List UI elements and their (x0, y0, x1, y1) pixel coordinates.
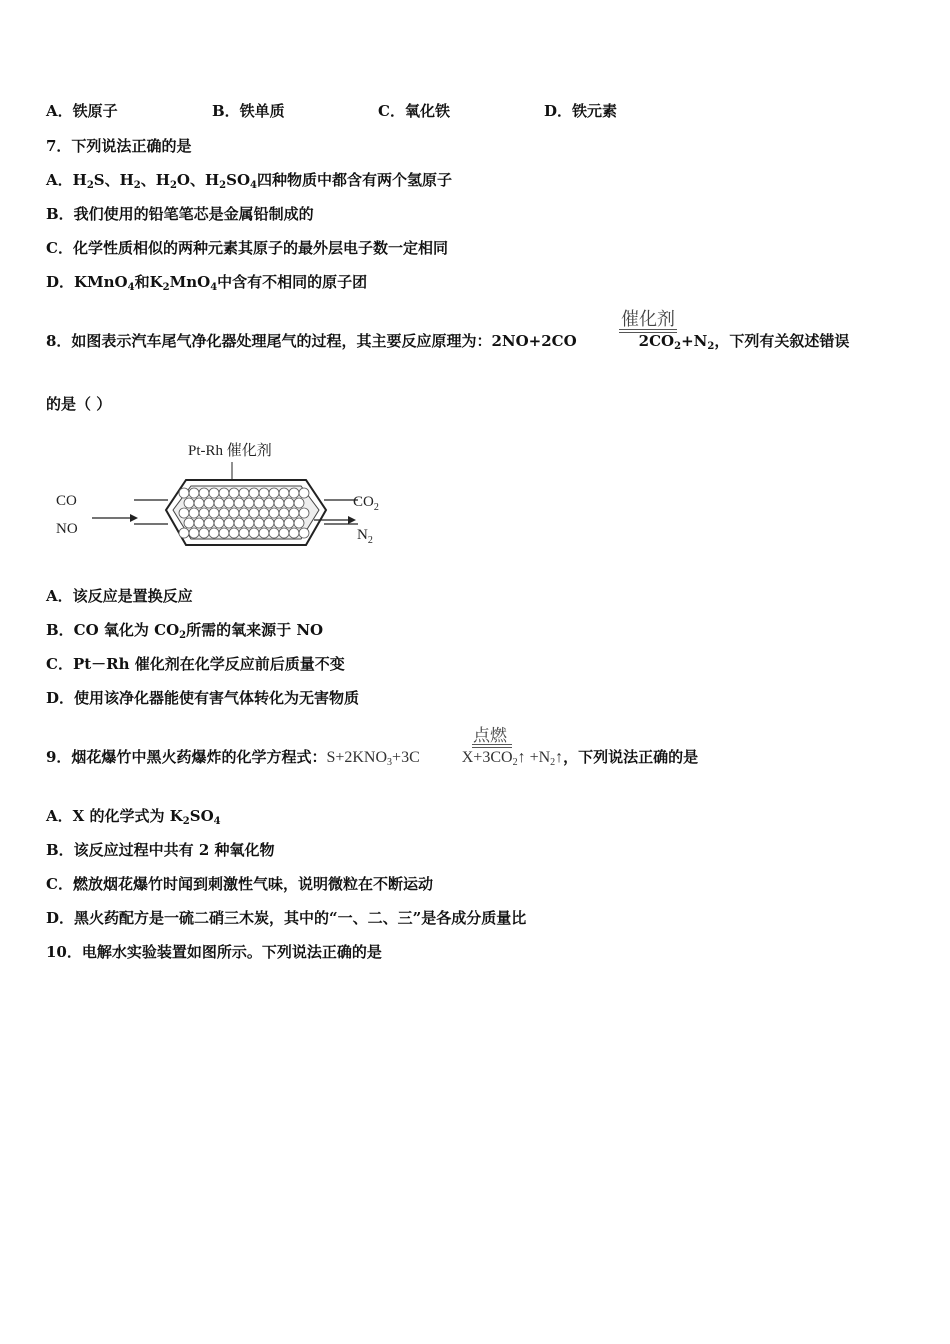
catalyst-pellet (204, 498, 214, 508)
q9-option-a: A．X 的化学式为 $K_2SO_4$ (46, 807, 221, 827)
catalyst-pellet (254, 518, 264, 528)
catalyst-pellet (194, 518, 204, 528)
catalyst-pellet (299, 528, 309, 538)
q6-option-b: B．铁单质 (212, 102, 285, 120)
catalyst-pellet (239, 488, 249, 498)
q9-stem: 9．烟花爆竹中黑火药爆炸的化学方程式：$S+2KNO_3+3C$ $X+3CO_2↑$ $+N_2↑$，下列说法正确的是 (46, 748, 699, 768)
catalyst-pellet (244, 498, 254, 508)
catalyst-pellet (214, 518, 224, 528)
q6-option-c: C．氧化铁 (378, 102, 450, 120)
catalyst-pellet (219, 508, 229, 518)
catalyst-pellet (259, 528, 269, 538)
q7-option-c: C．化学性质相似的两种元素其原子的最外层电子数一定相同 (46, 239, 448, 257)
catalyst-pellet (279, 488, 289, 498)
catalyst-pellets (179, 488, 309, 538)
q7-stem: 7．下列说法正确的是 (46, 137, 192, 155)
catalyst-pellet (229, 528, 239, 538)
catalyst-pellet (209, 488, 219, 498)
catalyst-pellet (269, 508, 279, 518)
catalyst-label: Pt-Rh 催化剂 (188, 443, 272, 459)
q8-stem-continued: 的是（ ） (46, 395, 112, 413)
catalyst-pellet (249, 508, 259, 518)
catalyst-pellet (259, 508, 269, 518)
catalyst-pellet (299, 508, 309, 518)
catalyst-pellet (239, 508, 249, 518)
catalyst-pellet (294, 518, 304, 528)
catalyst-pellet (194, 498, 204, 508)
catalyst-pellet (199, 508, 209, 518)
catalyst-pellet (179, 508, 189, 518)
catalyst-pellet (289, 508, 299, 518)
catalyst-pellet (264, 518, 274, 528)
q7-option-b: B．我们使用的铅笔笔芯是金属铅制成的 (46, 205, 314, 223)
catalyst-pellet (184, 498, 194, 508)
q9-ignite-condition: 点燃 (473, 726, 507, 745)
q10-stem: 10．电解水实验装置如图所示。下列说法正确的是 (46, 943, 382, 961)
catalyst-pellet (229, 488, 239, 498)
catalyst-pellet (189, 488, 199, 498)
q8-option-c: C．Pt－Rh 催化剂在化学反应前后质量不变 (46, 655, 345, 673)
q8-option-b: B．CO 氧化为 $CO_2$所需的氧来源于 NO (46, 621, 324, 641)
catalyst-pellet (184, 518, 194, 528)
catalytic-converter-figure (46, 430, 396, 570)
catalyst-pellet (204, 518, 214, 528)
catalyst-pellet (259, 488, 269, 498)
q8-option-a: A．该反应是置换反应 (46, 587, 193, 605)
catalyst-pellet (239, 528, 249, 538)
catalyst-pellet (294, 498, 304, 508)
catalyst-pellet (209, 508, 219, 518)
catalyst-pellet (219, 528, 229, 538)
outlet-n2-label: $N_2$ (357, 527, 373, 546)
q9-equation-left: $S+2KNO_3+3C$ (326, 749, 420, 768)
catalyst-pellet (219, 488, 229, 498)
q8-stem: 8．如图表示汽车尾气净化器处理尾气的过程，其主要反应原理为：2NO+2CO $2CO_2+N_2$，下列有关叙述错误 (46, 332, 850, 352)
catalyst-pellet (199, 528, 209, 538)
catalyst-pellet (289, 488, 299, 498)
catalyst-pellet (264, 498, 274, 508)
catalyst-pellet (284, 498, 294, 508)
catalyst-pellet (209, 528, 219, 538)
outlet-co2-label: $CO_2$ (353, 494, 379, 513)
catalyst-pellet (249, 488, 259, 498)
catalyst-pellet (214, 498, 224, 508)
q9-option-b: B．该反应过程中共有 2 种氧化物 (46, 841, 275, 859)
catalyst-pellet (269, 488, 279, 498)
catalyst-pellet (189, 528, 199, 538)
catalyst-pellet (179, 488, 189, 498)
catalyst-pellet (199, 488, 209, 498)
catalyst-pellet (249, 528, 259, 538)
inlet-no-label: NO (56, 521, 78, 537)
q9-option-d: D．黑火药配方是一硫二硝三木炭，其中的“一、二、三”是各成分质量比 (46, 909, 527, 927)
catalyst-pellet (279, 528, 289, 538)
catalyst-pellet (229, 508, 239, 518)
q9-option-c: C．燃放烟花爆竹时闻到刺激性气味，说明微粒在不断运动 (46, 875, 433, 893)
catalyst-pellet (274, 518, 284, 528)
catalyst-pellet (254, 498, 264, 508)
q6-options (46, 101, 617, 121)
catalyst-pellet (274, 498, 284, 508)
catalyst-pellet (289, 528, 299, 538)
catalyst-pellet (284, 518, 294, 528)
q6-option-d: D．铁元素 (544, 102, 618, 120)
catalyst-pellet (279, 508, 289, 518)
catalyst-pellet (189, 508, 199, 518)
q9-equation-right: $X+3CO_2↑$ $+N_2↑$ (461, 749, 564, 768)
q7-option-d: D．KMnO$_4$和$K_2MnO_4$中含有不相同的原子团 (46, 273, 368, 293)
q8-option-d: D．使用该净化器能使有害气体转化为无害物质 (46, 689, 360, 707)
catalyst-pellet (269, 528, 279, 538)
catalyst-pellet (234, 498, 244, 508)
q7-option-a: A．$H_2S$、$H_2$、$H_2O$、$H_2SO_4$四种物质中都含有两个氢原子 (46, 171, 453, 191)
q8-equals-sign (619, 329, 677, 333)
catalyst-pellet (224, 518, 234, 528)
catalyst-pellet (234, 518, 244, 528)
catalyst-pellet (179, 528, 189, 538)
inlet-co-label: CO (56, 493, 77, 509)
q8-catalyst-condition: 催化剂 (621, 309, 675, 329)
catalyst-pellet (299, 488, 309, 498)
q9-equals-sign (472, 744, 512, 748)
catalyst-pellet (244, 518, 254, 528)
q6-option-a: A．铁原子 (46, 102, 118, 120)
catalyst-pellet (224, 498, 234, 508)
